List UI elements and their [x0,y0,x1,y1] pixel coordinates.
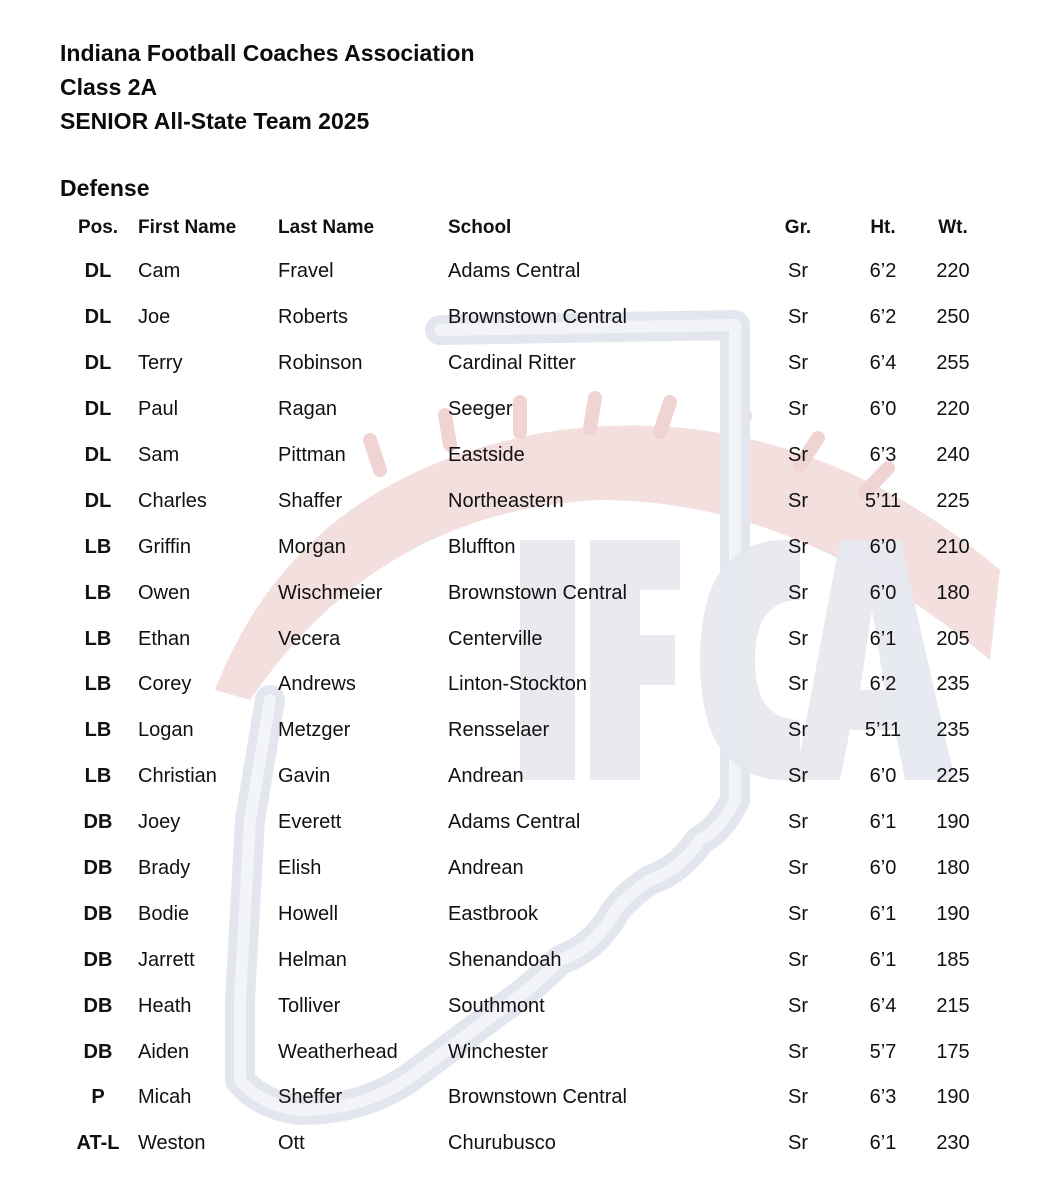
cell-position: DL [84,444,112,466]
table-row [58,478,988,524]
table-row [58,1075,988,1121]
cell-position: LB [84,673,112,696]
table-row [58,662,988,708]
cell-position: LB [84,719,112,742]
cell-position: LB [84,535,112,558]
table-row [58,754,988,800]
cell-position: DL [84,352,112,375]
table-row [58,570,988,616]
defense-roster-table [58,207,988,1167]
cell-first-name: Ethan [138,627,191,650]
cell-school: Brownstown Central [448,581,627,604]
cell-first-name: Paul [138,398,179,421]
cell-grade: Sr [788,811,808,834]
cell-last-name: Shaffer [278,489,343,512]
cell-school: Linton-Stockton [448,673,587,696]
column-header-pos: Pos. [77,217,119,238]
column-header-last-name: Last Name [278,217,375,238]
table-row [58,249,988,295]
cell-position: LB [84,765,112,788]
cell-last-name: Gavin [278,765,331,788]
cell-weight: 215 [936,994,970,1017]
cell-position: DL [84,398,112,421]
cell-grade: Sr [788,627,808,650]
table-row [58,616,988,662]
section-heading-defense: Defense [60,175,150,201]
cell-grade: Sr [788,1086,808,1109]
cell-school: Adams Central [448,260,581,283]
cell-position: DB [83,811,113,834]
cell-position: DL [84,260,112,283]
cell-height: 6’4 [869,352,897,375]
cell-weight: 220 [936,260,970,283]
table-row [58,295,988,341]
cell-last-name: Ragan [278,398,337,421]
cell-height: 6’0 [869,857,897,880]
cell-position: P [91,1086,105,1109]
cell-grade: Sr [788,719,808,742]
cell-height: 6’2 [869,306,897,329]
cell-last-name: Elish [278,857,322,880]
cell-weight: 180 [936,581,970,604]
cell-school: Adams Central [448,811,581,834]
cell-weight: 190 [936,902,970,925]
cell-weight: 235 [936,673,970,696]
cell-grade: Sr [788,535,808,558]
cell-school: Brownstown Central [448,1086,627,1109]
cell-position: LB [84,627,112,650]
cell-position: AT-L [76,1132,120,1155]
cell-school: Andrean [448,857,524,880]
column-header-grade: Gr. [784,217,812,238]
cell-first-name: Joe [138,306,171,329]
cell-school: Shenandoah [448,948,562,971]
cell-position: DB [83,902,113,925]
cell-grade: Sr [788,1040,808,1063]
cell-weight: 240 [936,444,970,466]
cell-last-name: Robinson [278,352,363,375]
table-row [58,983,988,1029]
cell-first-name: Heath [138,994,192,1017]
cell-grade: Sr [788,948,808,971]
cell-grade: Sr [788,260,808,283]
cell-last-name: Tolliver [278,994,341,1017]
cell-last-name: Helman [278,948,347,971]
cell-school: Winchester [448,1040,549,1063]
cell-grade: Sr [788,765,808,788]
cell-first-name: Owen [138,581,191,604]
cell-position: DB [83,994,113,1017]
title-class: Class 2A [60,74,158,100]
cell-height: 6’0 [869,765,897,788]
cell-last-name: Wischmeier [278,581,383,604]
cell-last-name: Sheffer [278,1086,343,1109]
cell-first-name: Aiden [138,1040,190,1063]
cell-weight: 225 [936,489,970,512]
cell-weight: 230 [936,1132,970,1155]
cell-grade: Sr [788,581,808,604]
cell-last-name: Vecera [278,627,341,650]
cell-weight: 175 [936,1040,970,1063]
cell-weight: 180 [936,857,970,880]
cell-school: Eastbrook [448,902,539,925]
cell-grade: Sr [788,673,808,696]
cell-position: LB [84,581,112,604]
cell-school: Eastside [448,444,525,466]
cell-height: 6’4 [869,994,897,1017]
cell-weight: 220 [936,398,970,421]
cell-weight: 225 [936,765,970,788]
cell-school: Cardinal Ritter [448,352,576,375]
cell-first-name: Bodie [138,902,190,925]
table-row [58,800,988,846]
cell-last-name: Pittman [278,444,346,466]
cell-first-name: Logan [138,719,194,742]
cell-weight: 205 [936,627,970,650]
column-header-weight: Wt. [938,217,968,238]
column-header-height: Ht. [870,217,896,238]
cell-first-name: Christian [138,765,217,788]
document-title [60,36,475,138]
table-row [58,891,988,937]
cell-first-name: Sam [138,444,180,466]
table-row [58,846,988,892]
cell-grade: Sr [788,444,808,466]
cell-first-name: Griffin [138,535,191,558]
cell-school: Seeger [448,398,513,421]
cell-grade: Sr [788,306,808,329]
cell-first-name: Micah [138,1086,192,1109]
cell-first-name: Weston [138,1132,206,1155]
cell-height: 6’1 [869,811,897,834]
cell-school: Bluffton [448,535,516,558]
cell-last-name: Ott [278,1132,305,1155]
cell-last-name: Everett [278,811,342,834]
cell-position: DL [84,489,112,512]
roster-body [58,249,988,1167]
title-organization: Indiana Football Coaches Association [60,40,475,66]
cell-height: 5’11 [864,489,902,512]
cell-first-name: Charles [138,489,207,512]
cell-school: Centerville [448,627,543,650]
cell-last-name: Metzger [278,719,351,742]
title-team: SENIOR All-State Team 2025 [60,108,370,134]
cell-weight: 190 [936,1086,970,1109]
column-header-school: School [448,217,512,238]
cell-last-name: Andrews [278,673,356,696]
cell-last-name: Fravel [278,260,334,283]
table-row [58,1029,988,1075]
cell-first-name: Jarrett [138,948,195,971]
cell-grade: Sr [788,398,808,421]
cell-weight: 235 [936,719,970,742]
cell-height: 6’1 [869,1132,897,1155]
cell-school: Rensselaer [448,719,550,742]
cell-last-name: Howell [278,902,339,925]
cell-grade: Sr [788,352,808,375]
table-row [58,433,988,479]
cell-height: 6’0 [869,581,897,604]
table-row [58,341,988,387]
cell-height: 6’1 [869,627,897,650]
table-row [58,524,988,570]
cell-grade: Sr [788,902,808,925]
cell-position: DB [83,857,113,880]
table-row [58,937,988,983]
column-header-first-name: First Name [138,217,237,238]
cell-height: 5’11 [864,719,902,742]
cell-school: Brownstown Central [448,306,627,329]
cell-height: 6’1 [869,948,897,971]
cell-weight: 250 [936,306,970,329]
cell-weight: 190 [936,811,970,834]
cell-grade: Sr [788,857,808,880]
cell-first-name: Corey [138,673,192,696]
cell-first-name: Terry [138,352,183,375]
cell-height: 5’7 [869,1040,897,1063]
cell-last-name: Weatherhead [278,1040,398,1063]
cell-position: DL [84,306,112,329]
cell-school: Andrean [448,765,524,788]
cell-first-name: Brady [138,857,191,880]
cell-height: 6’3 [869,444,897,466]
table-header-row [58,207,988,249]
cell-grade: Sr [788,489,808,512]
table-row [58,387,988,433]
cell-height: 6’3 [869,1086,897,1109]
cell-last-name: Roberts [278,306,349,329]
cell-school: Southmont [448,994,545,1017]
cell-height: 6’1 [869,902,897,925]
cell-first-name: Joey [138,811,181,834]
cell-school: Churubusco [448,1132,556,1155]
cell-height: 6’2 [869,260,897,283]
cell-weight: 210 [936,535,970,558]
cell-height: 6’0 [869,398,897,421]
cell-school: Northeastern [448,489,564,512]
cell-position: DB [83,948,113,971]
table-row [58,1121,988,1167]
cell-height: 6’2 [869,673,897,696]
cell-last-name: Morgan [278,535,346,558]
table-row [58,708,988,754]
cell-position: DB [83,1040,113,1063]
cell-weight: 185 [936,948,970,971]
cell-grade: Sr [788,994,808,1017]
cell-first-name: Cam [138,260,181,283]
cell-grade: Sr [788,1132,808,1155]
cell-height: 6’0 [869,535,897,558]
cell-weight: 255 [936,352,970,375]
